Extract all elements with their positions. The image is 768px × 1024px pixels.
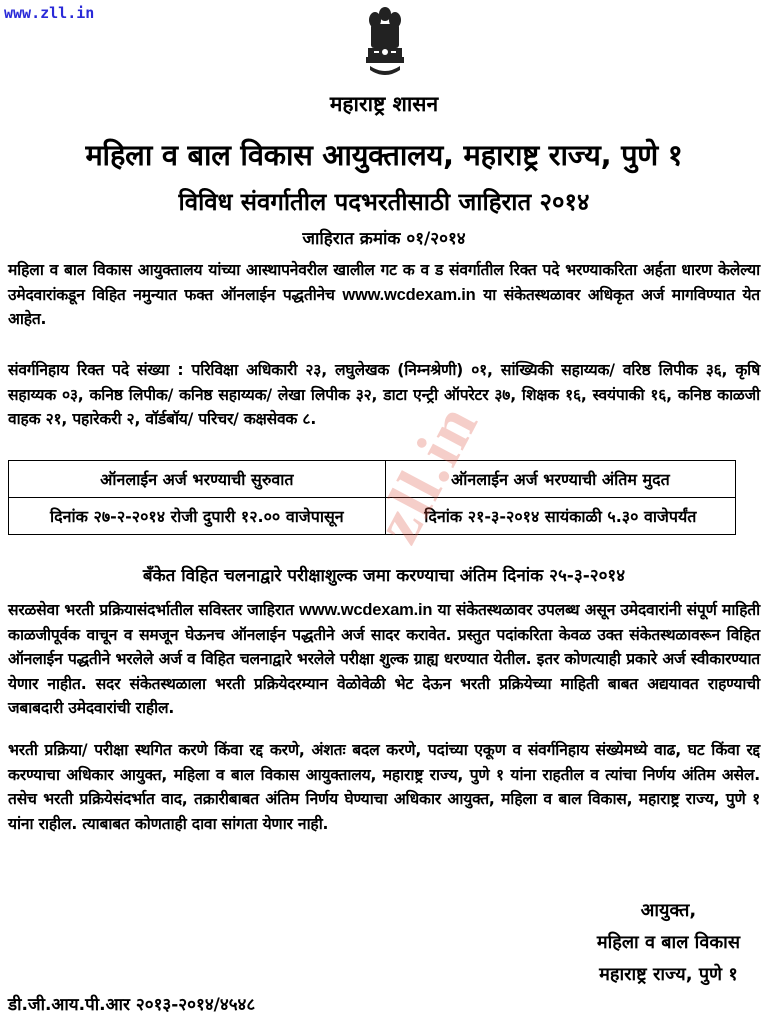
intro-text-after: या संकेतस्थळावर अधिकृत अर्ज मागविण्यात येत आहेत. (8, 285, 760, 328)
end-date-value: दिनांक २१-३-२०१४ सायंकाळी ५.३० वाजेपर्यंत (385, 498, 735, 535)
start-date-header: ऑनलाईन अर्ज भरण्याची सुरुवात (9, 461, 386, 498)
intro-text-before: महिला व बाल विकास आयुक्तालय यांच्या आस्थापनेवरील खालील गट क व ड संवर्गातील रिक्त पदे भरण्याकरिता अर्हता धारण केलेल्या उमेदवारांकडून विहित नमुन्यात फक्त ऑनलाईन पद्धतीनेच (8, 261, 760, 304)
vacancies-text: परिविक्षा अधिकारी २३, लघुलेखक (निम्नश्रेणी) ०१, सांख्यिकी सहाय्यक/ वरिष्ठ लिपीक ३६, कृषि सहाय्यक ०३, कनिष्ठ लिपीक/ कनिष्ठ सहाय्यक/ लेखा लिपीक ३२, डाटा एन्ट्री ऑपरेटर ३७, शिक्षक १६, स्वयंपाकी १६, कनिष्ठ काळजी वाहक २१, पहारेकरी २, वॉर्डबॉय/ परिचर/ कक्षसेवक ८. (8, 361, 761, 428)
application-dates-table (8, 460, 736, 535)
website-link[interactable]: www.wcdexam.in (342, 285, 476, 304)
reference-number: डी.जी.आय.पी.आर २०१३-२०१४/४५४८ (8, 995, 256, 1015)
diagonal-watermark: zll.in (360, 392, 492, 554)
table-header-row (9, 461, 736, 498)
details-text-before: सरळसेवा भरती प्रक्रियासंदर्भातील सविस्तर जाहिरात (8, 601, 294, 619)
site-watermark-text: www.zll.in (4, 4, 95, 22)
vacancies-paragraph (8, 358, 760, 432)
start-date-value: दिनांक २७-२-२०१४ रोजी दुपारी १२.०० वाजेपासून (9, 498, 386, 535)
rights-paragraph: भरती प्रक्रिया/ परीक्षा स्थगित करणे किंवा रद्द करणे, अंशतः बदल करणे, पदांच्या एकूण व संवर्गनिहाय संख्येमध्ये वाढ, घट किंवा रद्द करण्याचा अधिकार आयुक्त, महिला व बाल विकास आयुक्तालय, महाराष्ट्र राज्य, पुणे १ यांना राहतील व त्यांचा निर्णय अंतिम असेल. तसेच भरती प्रक्रियेसंदर्भात वाद, तक्रारीबाबत अंतिम निर्णय घेण्याचा अधिकार आयुक्त, महिला व बाल विकास, महाराष्ट्र राज्य, पुणे १ यांना राहील. त्याबाबत कोणताही दावा सांगता येणार नाही. (8, 741, 760, 833)
government-heading: महाराष्ट्र शासन (329, 92, 439, 116)
signature-line-3: महाराष्ट्र राज्य, पुणे १ (599, 964, 738, 985)
office-name: महिला व बाल विकास आयुक्तालय, महाराष्ट्र राज्य, पुणे १ (85, 138, 683, 172)
table-row (9, 498, 736, 535)
website-link[interactable]: www.wcdexam.in (299, 601, 433, 619)
details-paragraph (8, 598, 760, 721)
signature-line-1: आयुक्त, (640, 900, 697, 921)
end-date-header: ऑनलाईन अर्ज भरण्याची अंतिम मुदत (385, 461, 735, 498)
signature-line-2: महिला व बाल विकास (596, 932, 740, 953)
advertisement-number: जाहिरात क्रमांक ०१/२०१४ (302, 229, 466, 249)
fee-deadline: बँकेत विहित चलनाद्वारे परीक्षाशुल्क जमा करण्याचा अंतिम दिनांक २५-३-२०१४ (142, 566, 626, 586)
signature-block (597, 895, 740, 991)
advertisement-title: विविध संवर्गातील पदभरतीसाठी जाहिरात २०१४ (178, 188, 590, 216)
intro-paragraph (8, 258, 760, 332)
vacancies-label: संवर्गनिहाय रिक्त पदे संख्या : (8, 361, 184, 379)
national-emblem-icon (362, 4, 408, 84)
details-text-after: या संकेतस्थळावर उपलब्ध असून उमेदवारांनी संपूर्ण माहिती काळजीपूर्वक वाचून व समजून घेऊनच ऑनलाईन पद्धतीने अर्ज सादर करावेत. प्रस्तुत पदांकरिता केवळ उक्त संकेतस्थळावरून विहित ऑनलाईन पद्धतीने भरलेले अर्ज व विहित चलनाद्वारे भरलेले परीक्षा शुल्क ग्राह्य धरण्यात येतील. इतर कोणत्याही प्रकारे अर्ज स्वीकारण्यात येणार नाहीत. सदर संकेतस्थळाला भरती प्रक्रियेदरम्यान वेळोवेळी भेट देऊन भरती प्रक्रियेच्या माहिती बाबत अद्ययावत राहण्याची जबाबदारी उमेदवारांची राहील. (8, 601, 761, 717)
